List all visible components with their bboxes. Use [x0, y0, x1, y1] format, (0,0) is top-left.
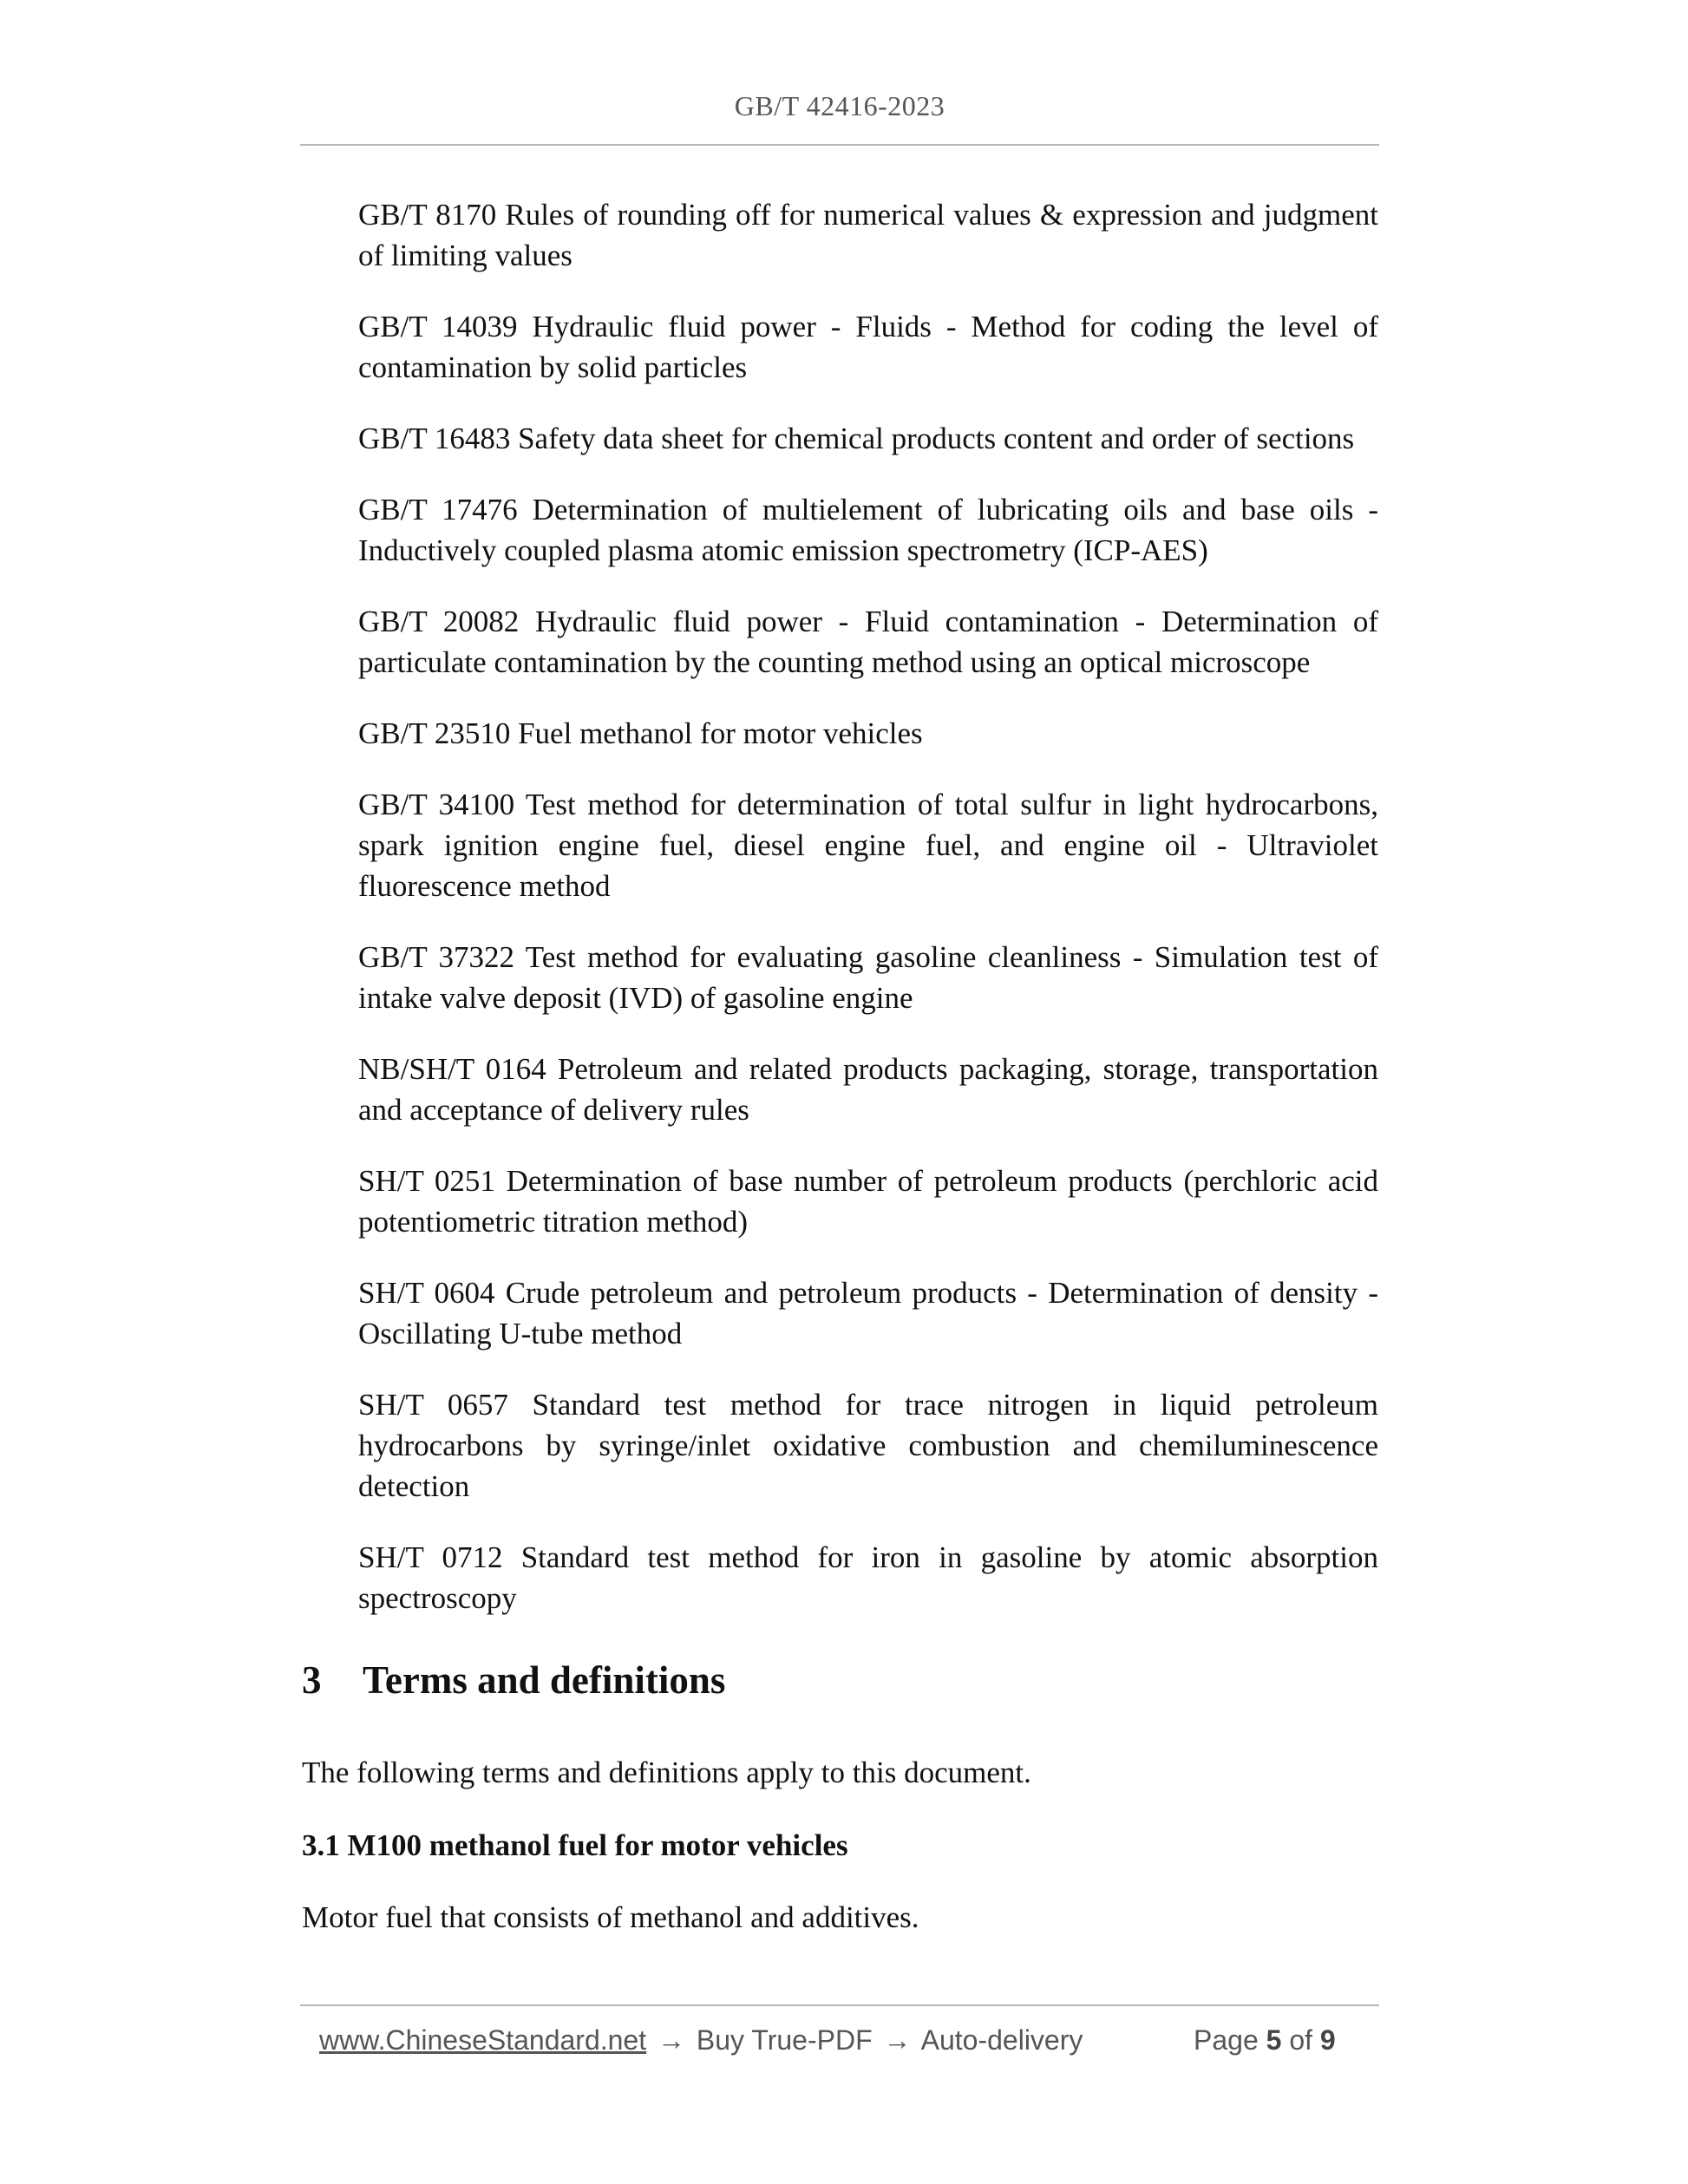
section-intro: The following terms and definitions apply to this document.	[302, 1756, 1031, 1789]
page-total: 9	[1319, 2024, 1336, 2056]
reference-item: GB/T 8170 Rules of rounding off for numerical values & expression and judgment of limiting values	[358, 198, 1378, 272]
term-definition: Motor fuel that consists of methanol and additives.	[302, 1900, 919, 1934]
arrow-right-icon: →	[883, 2024, 912, 2056]
reference-item: SH/T 0604 Crude petroleum and petroleum products - Determination of density - Oscillating U-tube method	[358, 1276, 1378, 1350]
reference-item: NB/SH/T 0164 Petroleum and related products packaging, storage, transportation and acceptance of delivery rules	[358, 1052, 1378, 1127]
buy-true-pdf-label: Buy True-PDF	[696, 2024, 873, 2056]
auto-delivery-label: Auto-delivery	[920, 2024, 1083, 2056]
reference-item: GB/T 16483 Safety data sheet for chemical products content and order of sections	[358, 422, 1355, 455]
page-current: 5	[1266, 2024, 1282, 2056]
term-heading: 3.1 M100 methanol fuel for motor vehicles	[302, 1828, 848, 1862]
header-divider	[300, 144, 1379, 146]
page-of-label: of	[1289, 2024, 1312, 2056]
reference-item: GB/T 20082 Hydraulic fluid power - Fluid contamination - Determination of particulate contamination by the counting method using an optical microscope	[358, 605, 1378, 679]
page-header	[300, 90, 1379, 122]
reference-item: SH/T 0712 Standard test method for iron in gasoline by atomic absorption spectroscopy	[358, 1540, 1378, 1615]
page-indicator	[1194, 2021, 1336, 2059]
reference-item: SH/T 0657 Standard test method for trace nitrogen in liquid petroleum hydrocarbons by syringe/inlet oxidative combustion and chemiluminescence detection	[358, 1388, 1378, 1503]
site-link[interactable]: www.ChineseStandard.net	[319, 2024, 647, 2056]
section-terms-and-definitions	[302, 1655, 1381, 1705]
reference-item: GB/T 17476 Determination of multielement of lubricating oils and base oils - Inductively coupled plasma atomic emission spectrometry (ICP-AES)	[358, 493, 1378, 567]
reference-item: GB/T 37322 Test method for evaluating gasoline cleanliness - Simulation test of intake valve deposit (IVD) of gasoline engine	[358, 940, 1378, 1015]
reference-item: GB/T 14039 Hydraulic fluid power - Fluids - Method for coding the level of contamination by solid particles	[358, 310, 1378, 384]
standard-id: GB/T 42416-2023	[734, 90, 945, 121]
page-footer	[319, 2021, 1360, 2059]
reference-item: SH/T 0251 Determination of base number of petroleum products (perchloric acid potentiometric titration method)	[358, 1164, 1378, 1239]
arrow-right-icon: →	[658, 2024, 685, 2056]
section-heading	[302, 1655, 1381, 1705]
normative-references-list	[358, 194, 1378, 1649]
reference-item: GB/T 23510 Fuel methanol for motor vehicles	[358, 716, 923, 750]
section-title: Terms and definitions	[363, 1658, 726, 1702]
reference-item: GB/T 34100 Test method for determination of total sulfur in light hydrocarbons, spark ignition engine fuel, diesel engine fuel, and engine oil - Ultraviolet fluorescence method	[358, 788, 1378, 903]
page-label: Page	[1194, 2024, 1259, 2056]
footer-divider	[300, 2004, 1379, 2006]
section-number: 3	[302, 1658, 322, 1702]
